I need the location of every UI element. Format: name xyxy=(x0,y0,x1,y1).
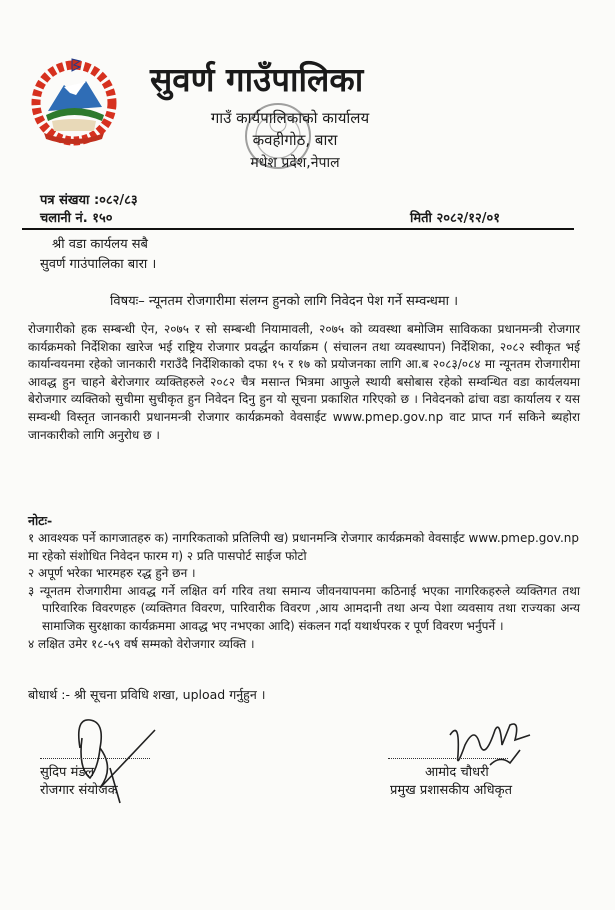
notes-list xyxy=(28,530,580,653)
signatory-name: आमोद चौधरी xyxy=(425,765,489,780)
addressee-line-1: श्री वडा कार्यलय सबै xyxy=(52,237,148,252)
subject-line: विषयः– न्यूनतम रोजगारीमा संलग्न हुनको लागि निवेदन पेश गर्ने सम्वन्धमा । xyxy=(110,294,459,309)
signature-line xyxy=(40,758,150,759)
signatory-role: प्रमुख प्रशासकीय अधिकृत xyxy=(390,783,513,798)
signatory-name: सुदिप मंडल xyxy=(40,765,95,780)
note-item: २ अपूर्ण भरेका भारमहरु रद्ध हुने छन । xyxy=(28,566,196,581)
note-item: १ आवश्यक पर्ने कागजातहरु क) नागरिकताको प्रतिलिपी ख) प्रधानमन्त्रि रोजगार कार्यक्रमको वेवसाईट www.pmep.gov.np मा रहेको संशोधित निवेदन फारम ग) २ प्रति पासपोर्ट साईज फोटो xyxy=(28,531,579,563)
note-item: ४ लक्षित उमेर १८-५९ वर्ष सम्मको वेरोजगार व्यक्ति । xyxy=(28,636,255,651)
office-province: मधेश प्रदेश,नेपाल xyxy=(250,155,340,171)
reference-number: पत्र संखया :०८२/८३ xyxy=(40,193,138,208)
nepal-emblem-icon xyxy=(24,55,124,150)
notes-heading: नोटः- xyxy=(28,513,53,528)
municipality-title: सुवर्ण गाउँपालिका xyxy=(150,60,364,99)
signatory-role: रोजगार संयोजक xyxy=(40,783,118,798)
note-item: ३ न्यूनतम रोजगारीमा आवद्ध गर्ने लक्षित वर्ग गरिव तथा समान्य जीवनयापनमा कठिनाई भएका नागरिकहरुले व्यक्तिगत तथा पारिवारिक विवरणहरु (व्यक्तिगत विवरण, पारिवारीक विवरण ,आय आमदानी तथा अन्य पेशा व्यवसाय तथा राज्यका अन्य सामाजिक सुरक्षाका कार्यक्रममा आवद्ध भए नभएका आदि) संकलन गर्दा यथार्थपरक र पूर्ण विवरण भर्नुपर्ने । xyxy=(28,583,580,633)
office-location: कवहीगोठ, बारा xyxy=(252,131,338,149)
header-divider xyxy=(22,228,574,230)
letter-body: रोजगारीको हक सम्बन्धी ऐन, २०७५ र सो सम्बन्धी नियामावली, २०७५ को व्यवस्था बमोजिम साविकका प्रधानमन्त्री रोजगार कार्यक्रमको निर्देशिका खारेज भई राष्ट्रिय रोजगार प्रवर्द्धन कार्याक्रम ( संचालन तथा व्यवस्थापन) निर्देशिका, २०८२ स्वीकृत भई कार्यान्वयनमा रहेको जानकारी गराउँदै निर्देशिकाको दफा १५ र १७ को प्रयोजनका लागि आ.ब २०८३/०८४ मा न्यूनतम रोजगारीमा आवद्ध हुन चाहने बेरोजगार व्यक्तिहरुले २०८२ चैत्र मसान्त भित्रमा आफुले स्थायी बसोबास रहेको सम्वन्धित वडा कार्यलयमा बेरोजगार व्यक्तिको सुचीमा सुचीकृत हुन निवेदन दिनु हुन यो सूचना प्रकाशित गरिएको छ । निवेदनको ढांचा वडा कार्यालय र यस सम्वन्धी विस्तृत जानकारी प्रधानमन्त्री रोजगार कार्यक्रमको वेवसाईट www.pmep.gov.np वाट प्राप्त गर्न सकिने ब्यहोरा जानकारीको लागि अनुरोध छ । xyxy=(28,322,580,442)
signature-line xyxy=(388,758,508,759)
dispatch-number: चलानी नं. १५० xyxy=(40,211,113,226)
cc-line: बोधार्थ :- श्री सूचना प्रविधि शखा, upload गर्नुहुन । xyxy=(28,687,266,702)
office-name: गाउँ कार्यपालिकाको कार्यालय xyxy=(210,109,370,127)
letter-date: मिती २०८२/१२/०१ xyxy=(410,211,501,226)
addressee-line-2: सुवर्ण गाउंपालिका बारा । xyxy=(40,257,157,272)
